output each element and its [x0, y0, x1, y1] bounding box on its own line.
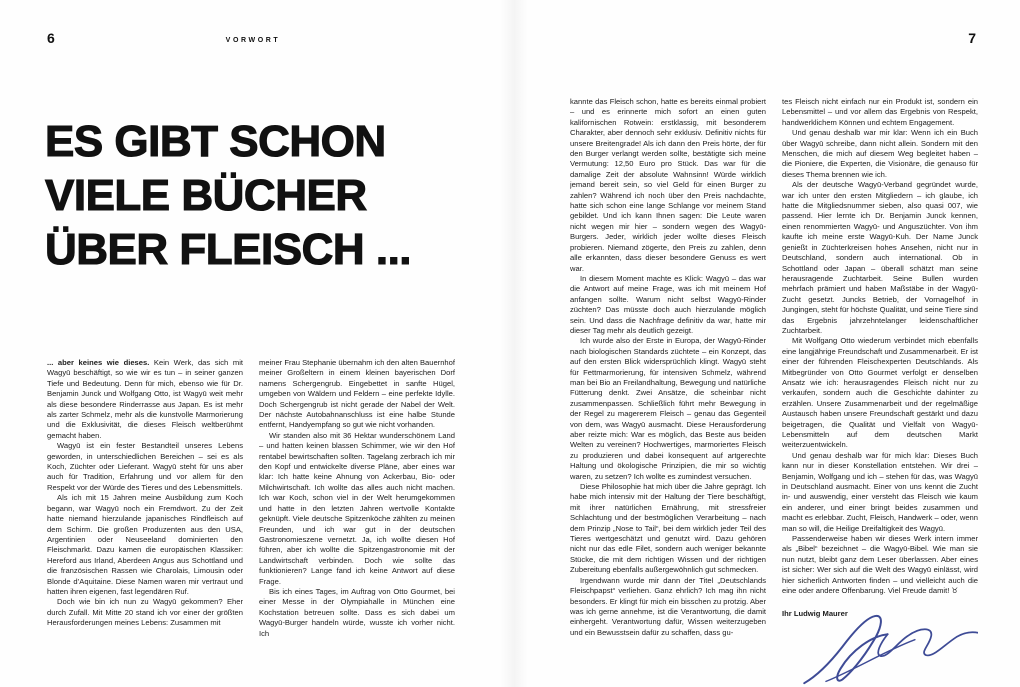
body-paragraph: meiner Frau Stephanie übernahm ich den alten Bauernhof meiner Großeltern in einem kleinen bayerischen Dorf namens Schergengrub. Eingebettet in sanfte Hügel, umgeben von Wäldern und Feldern – eine perfekte Idylle. Doch Schergengrub ist nicht gerade der Nabel der Welt. Der nächste Autobahnanschluss ist eine halbe Stunde entfernt, Handyempfang so gut wie nicht vorhanden.: [259, 358, 455, 430]
column-2-paragraphs: [259, 358, 455, 639]
column-3-paragraphs: [570, 97, 766, 638]
body-paragraph: Wir standen also mit 36 Hektar wunderschönem Land – und hatten keinen blassen Schimmer, wie wir den Hof rentabel bewirtschaften sollten. Tagelang zerbrach ich mir den Kopf und entwickelte diverse Pläne, aber eines war klar: Ich hatte keine Ahnung von Ackerbau, Bio- oder Milchwirtschaft. Ich wollte das alles auch nicht machen. Ich war Koch, schon viel in der Welt herumgekommen und hatte in den letzten Jahren wertvolle Kontakte geknüpft. Viele deutsche Spitzenköche zählten zu meinen Freunden, und ich war gut in der deutschen Gastronomieszene vernetzt. Ja, ich wollte diesen Hof führen, aber ich wollte die Spitzengastronomie mit der Landwirtschaft verbinden. Doch wie sollte das funktionieren? Lange fand ich keine Antwort auf diese Frage.: [259, 430, 455, 586]
headline-line-2: VIELE BÜCHER: [45, 171, 367, 221]
lead-text: Kein Werk, das sich mit Wagyū beschäftigt, so wie wir es tun – in seiner ganzen Tiefe und Bedeutung. Denn für mich, ebenso wie für Dr. Benjamin Junck und Wolfgang Otto, ist Wagyū weit mehr als diese besondere Rinderrasse aus Japan. Es ist mehr als zarter Schmelz, mehr als die kunstvolle Marmorierung und die Exklusivität, die dieses Fleisch weltberühmt gemacht haben.: [47, 358, 243, 440]
page-fold: [500, 0, 528, 687]
lead-paragraph: [47, 358, 243, 441]
column-4-paragraphs: [782, 97, 978, 597]
body-paragraph: kannte das Fleisch schon, hatte es bereits einmal probiert – und es erinnerte mich sofort an einen guten kalifornischen Rotwein: erstklassig, mit besonderem Charakter, aber dennoch sehr exklusiv. Definitiv nichts für unsere Breitengrade! Als ich dann den Preis hörte, der für den Burger verlangt werden sollte, bestätigte sich meine Vermutung: 12,50 Euro pro Stück. Das war für die damalige Zeit der absolute Wahnsinn! Würde wirklich jemand bereit sein, so viel Geld für einen Burger zu zahlen? Während ich noch über den Preis nachdachte, hatte sich schon eine lange Schlange vor meinem Stand gebildet. Und ich kann Ihnen sagen: Die Leute waren nicht wegen mir hier – sondern wegen des Wagyū-Burgers. Jeder, wirklich jeder wollte dieses Fleisch probieren. Niemand zögerte, den Preis zu zahlen, denn alle erkannten, dass dieser besondere Genuss es wert war.: [570, 97, 766, 273]
body-paragraph: Und genau deshalb war mir klar: Wenn ich ein Buch über Wagyū schreibe, dann nicht allein. Sondern mit den Menschen, die mich auf diesem Weg begleitet haben – die Pioniere, die Experten, die Visionäre, die genauso für dieses Thema brennen wie ich.: [782, 128, 978, 179]
body-paragraph: Wagyū ist ein fester Bestandteil unseres Lebens geworden, in unterschiedlichen Bereichen – sei es als Koch, Züchter oder Lieferant. Wagyū steht für uns aber auch für Tradition, Erfahrung und vor allem für den Respekt vor der Würde des Tieres und des Lebensmittels.: [47, 441, 243, 492]
running-head-section: VORWORT: [225, 37, 281, 44]
body-paragraph: Als der deutsche Wagyū-Verband gegründet wurde, war ich unter den ersten Mitgliedern – ich glaube, ich hatte die Mitgliedsnummer sieben, also quasi 007, wie passend. Hier lernte ich Dr. Benjamin Junck kennen, einen renommierten Wagyū- und Anguszüchter. Von ihm kaufte ich meine erste Wagyū-Kuh. Der Name Junck genießt in Züchterkreisen hohes Ansehen, nicht nur in Deutschland, sondern auch international. Ob in Schottland oder Japan – überall schätzt man seine herausragende Zuchtarbeit. Seine Bullen wurden mehrfach prämiert und haben Maßstäbe in der Wagyū-Zucht gesetzt. Juncks Betrieb, der Vornagelhof in Jungingen, steht für höchste Qualität, und seine Tiere sind das Ergebnis jahrzehntelanger leidenschaftlicher Zuchtarbeit.: [782, 180, 978, 335]
body-paragraph: Irgendwann wurde mir dann der Titel „Deutschlands Fleischpapst“ verliehen. Ganz ehrlich? Ich mag ihn nicht besonders. Er klingt für mich ein bisschen zu protzig. Aber was ich gerne annehme, ist die Verantwortung, die damit einhergeht. Verantwortung dafür, Wissen weiterzugeben und ein Bewusstsein dafür zu schaffen, dass gu-: [570, 575, 766, 637]
page-number-left: 6: [47, 30, 55, 46]
body-paragraph: Und genau deshalb war für mich klar: Dieses Buch kann nur in dieser Konstellation entstehen. Wir drei – Benjamin, Wolfgang und ich – stehen für das, was Wagyū in Deutschland ausmacht. Einer von uns kennt die Zucht in- und auswendig, einer versteht das Fleisch wie kaum ein anderer, und einer bringt beides zusammen und macht es erlebbar. Zucht, Fleisch, Handwerk – oder, wenn man so will, die Heilige Dreifaltigkeit des Wagyū.: [782, 450, 978, 533]
body-paragraph: Mit Wolfgang Otto wiederum verbindet mich ebenfalls eine langjährige Freundschaft und Zusammenarbeit. Er ist einer der führenden Fleischexperten Deutschlands. Als Mitbegründer von Otto Gourmet verfolgt er denselben Ansatz wie ich: herausragendes Fleisch nicht nur zu verkaufen, sondern auch die Geschichte dahinter zu erzählen. Unsere Zusammenarbeit und der regelmäßige Austausch haben unsere Freundschaft gestärkt und dazu beigetragen, die Qualität und Vielfalt von Wagyū-Lebensmitteln auf dem deutschen Markt weiterzuentwickeln.: [782, 336, 978, 450]
column-3: [570, 97, 766, 680]
body-paragraph: In diesem Moment machte es Klick: Wagyū – das war die Antwort auf meine Frage, was ich mit meinem Hof anfangen sollte. Warum nicht selbst Wagyū-Rinder züchten? Das müsste doch auch hierzulande möglich sein. Und dass die Nachfrage definitiv da war, hatte mir dieser Tag mehr als deutlich gezeigt.: [570, 273, 766, 335]
body-paragraph: Passenderweise haben wir dieses Werk intern immer als „Bibel“ bezeichnet – die Wagyū-Bibel. Wie man sie nun nutzt, bleibt ganz dem Leser überlassen. Aber eines ist sicher: Wer sich auf die Welt des Wagyū einlässt, wird hier sicherlich Antworten finden – und vielleicht auch die eine oder andere Offenbarung. Viel Freude damit! ♉: [782, 534, 978, 596]
body-paragraph: Als ich mit 15 Jahren meine Ausbildung zum Koch begann, war Wagyū noch ein Fremdwort. Zu der Zeit hatte niemand hierzulande japanisches Rindfleisch auf dem Schirm. Die großen Produzenten aus den USA, Argentinien oder Neuseeland dominierten den Fleischmarkt. Dazu kamen die europäischen Klassiker: Hereford aus Irland, Aberdeen Angus aus Schottland und die französischen Rassen wie Charolais, Limousin oder Blonde d’Aquitaine. Diese Namen waren mir vertraut und hatten ihren eigenen, fast legendären Ruf.: [47, 493, 243, 596]
body-paragraph: Ich wurde also der Erste in Europa, der Wagyū-Rinder nach biologischen Standards züchtete – ein Konzept, das auf den ersten Blick widersprüchlich klingt. Wagyū steht für Fettmarmorierung, für intensiven Schmelz, während man bei Bio an Freilandhaltung, Bewegung und natürliche Fütterung denkt. Zwei Ansätze, die scheinbar nicht zusammenpassen. Schließlich führt mehr Bewegung in der Regel zu magererem Fleisch – genau das Gegenteil von dem, was Wagyū ausmacht. Diese Herausforderung aber reizte mich: War es möglich, das Beste aus beiden Welten zu vereinen? Hochwertiges, marmoriertes Fleisch zu produzieren und dabei konsequent auf artgerechte Haltung und ökologische Prinzipien, die mir so wichtig waren, zu setzen? Ich wollte es zumindest versuchen.: [570, 336, 766, 481]
page-number-right: 7: [968, 30, 976, 46]
lead-bold: ... aber keines wie dieses.: [47, 358, 150, 367]
body-paragraph: tes Fleisch nicht einfach nur ein Produkt ist, sondern ein Lebensmittel – und vor allem das Ergebnis von Respekt, handwerklichem Können und echtem Engagement.: [782, 97, 978, 127]
body-paragraph: Diese Philosophie hat mich über die Jahre geprägt. Ich habe mich intensiv mit der Haltung der Tiere beschäftigt, mit ihrer natürlichen Ernährung, mit stressfreier Schlachtung und der bestmöglichen Verarbeitung – nach dem Prinzip „Nose to Tail“, bei dem wirklich jeder Teil des Tieres wertgeschätzt und genutzt wird. Dazu gehören nicht nur das edle Filet, sondern auch weniger bekannte Stücke, die mit dem richtigen Wissen und der richtigen Zubereitung ebenfalls außergewöhnlich gut schmecken.: [570, 482, 766, 575]
headline-line-1: ES GIBT SCHON: [45, 117, 386, 167]
body-paragraph: Bis ich eines Tages, im Auftrag von Otto Gourmet, bei einer Messe in der Olympiahalle in München eine Kochstation betreuen sollte. Dass es sich dabei um Wagyū-Burger handeln würde, wusste ich vorher nicht. Ich: [259, 586, 455, 638]
column-2: [259, 358, 455, 680]
bull-icon: ♉: [951, 586, 959, 596]
column-1-paragraphs: [47, 441, 243, 628]
column-4: [782, 97, 978, 687]
column-1: [47, 358, 243, 680]
headline-line-3: ÜBER FLEISCH ...: [45, 225, 412, 275]
chapter-headline: [45, 115, 515, 277]
salutation: Ihr Ludwig Maurer: [782, 608, 848, 618]
body-paragraph: Doch wie bin ich nun zu Wagyū gekommen? Eher durch Zufall. Mit Mitte 20 stand ich vor einer der größten Herausforderungen meines Lebens: Zusammen mit: [47, 597, 243, 628]
